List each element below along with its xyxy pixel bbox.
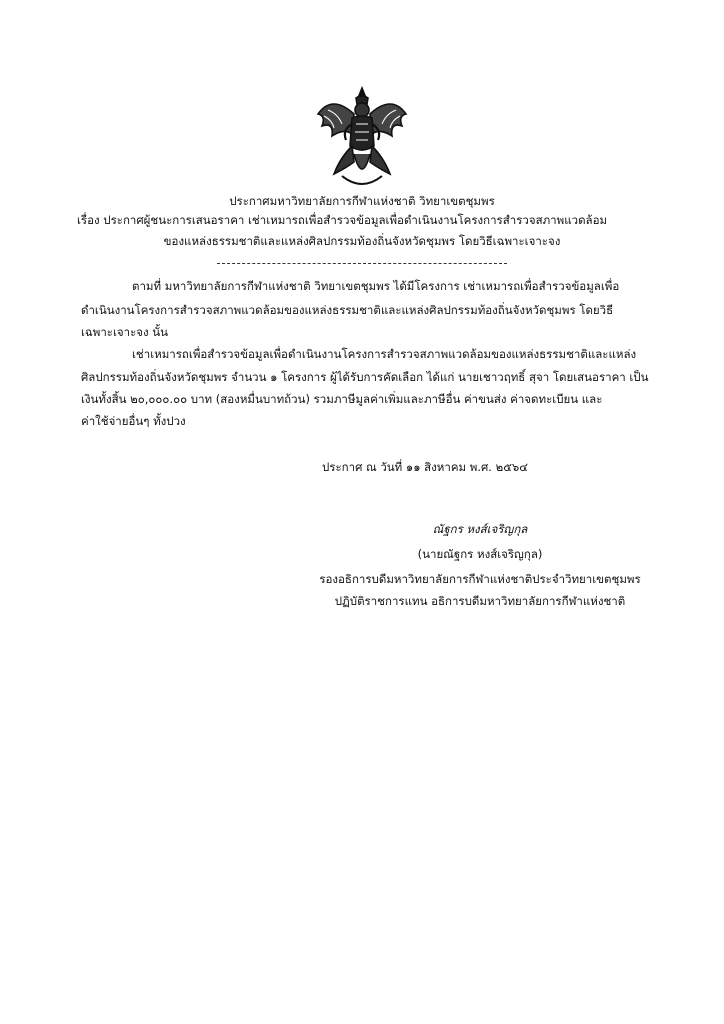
signatory-position-2: ปฏิบัติราชการแทน อธิการบดีมหาวิทยาลัยการกีฬาแห่งชาติ: [334, 594, 626, 608]
paragraph-2-line-3: เงินทั้งสิ้น ๒๐,๐๐๐.๐๐ บาท (สองหมื่นบาทถ้วน) รวมภาษีมูลค่าเพิ่มและภาษีอื่น ค่าขนส่ง ค่าจดทะเบียน และ: [81, 392, 603, 406]
announcement-date: ประกาศ ณ วันที่ ๑๑ สิงหาคม พ.ศ. ๒๕๖๔: [322, 460, 528, 474]
garuda-emblem-icon: [312, 84, 412, 194]
divider: [217, 263, 507, 264]
signatory-name: (นายณัฐกร หงส์เจริญกุล): [417, 547, 543, 561]
paragraph-2-line-4: ค่าใช้จ่ายอื่นๆ ทั้งปวง: [81, 414, 186, 428]
paragraph-2-line-1: เช่าเหมารถเพื่อสำรวจข้อมูลเพื่อดำเนินงานโครงการสำรวจสภาพแวดล้อมของแหล่งธรรมชาติและแหล่ง: [132, 347, 637, 361]
subject-line-1: เรื่อง ประกาศผู้ชนะการเสนอราคา เช่าเหมารถเพื่อสำรวจข้อมูลเพื่อดำเนินงานโครงการสำรวจสภาพแวดล้อม: [77, 213, 608, 227]
paragraph-1-line-1: ตามที่ มหาวิทยาลัยการกีฬาแห่งชาติ วิทยาเขตชุมพร ได้มีโครงการ เช่าเหมารถเพื่อสำรวจข้อมูลเพื่อ: [132, 279, 620, 293]
signatory-position-1: รองอธิการบดีมหาวิทยาลัยการกีฬาแห่งชาติประจำวิทยาเขตชุมพร: [319, 572, 641, 586]
paragraph-1-line-3: เฉพาะเจาะจง นั้น: [81, 325, 169, 339]
subject-line-2: ของแหล่งธรรมชาติและแหล่งศิลปกรรมท้องถิ่นจังหวัดชุมพร โดยวิธีเฉพาะเจาะจง: [163, 234, 561, 248]
signature: ณัฐกร หงส์เจริญกุล: [432, 522, 528, 536]
announcement-title: ประกาศมหาวิทยาลัยการกีฬาแห่งชาติ วิทยาเขตชุมพร: [229, 194, 495, 208]
paragraph-2-line-2: ศิลปกรรมท้องถิ่นจังหวัดชุมพร จำนวน ๑ โครงการ ผู้ได้รับการคัดเลือก ได้แก่ นายเชาวฤทธิ์ สุจา โดยเสนอราคา เป็น: [81, 370, 649, 384]
paragraph-1-line-2: ดำเนินงานโครงการสำรวจสภาพแวดล้อมของแหล่งธรรมชาติและแหล่งศิลปกรรมท้องถิ่นจังหวัดชุมพร โดยวิธี: [81, 303, 614, 317]
